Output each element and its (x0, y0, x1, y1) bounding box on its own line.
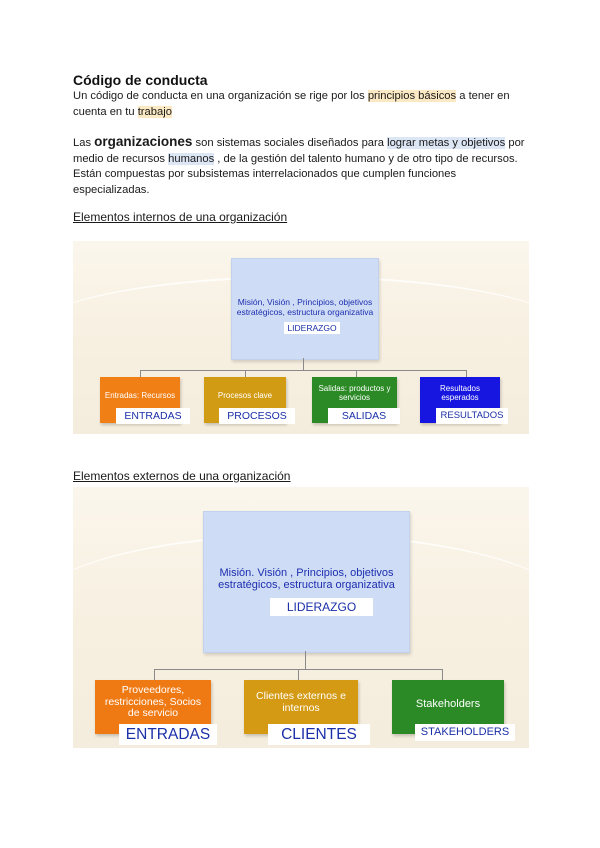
tag-salidas: SALIDAS (328, 408, 400, 424)
internal-child-procesos-text: Procesos clave (217, 391, 273, 400)
p1-highlight-trabajo: trabajo (137, 105, 172, 118)
p2-text-f: medio de recursos (73, 152, 169, 165)
paragraph-intro (73, 89, 510, 120)
document-title: Código de conducta (73, 72, 208, 88)
p1-text-d: cuenta en tu (73, 105, 138, 118)
internal-child-salidas-text: Salidas: productos y servicios (318, 384, 391, 402)
p1-highlight-principios: principios básicos (367, 90, 457, 102)
external-elements-heading: Elementos externos de una organización (73, 469, 291, 483)
internal-elements-diagram (73, 241, 529, 434)
tag-clientes: CLIENTES (268, 724, 370, 745)
p2-bold-organizaciones: organizaciones (94, 134, 193, 149)
external-child-clientes-line1: Clientes externos e (256, 690, 346, 702)
p2-text-a: Las (73, 137, 95, 149)
internal-elements-heading: Elementos internos de una organización (73, 210, 288, 224)
p2-text-c: son sistemas sociales diseñados para (192, 137, 388, 149)
external-top-line2: estratégicos, estructura organizativa (218, 579, 395, 591)
external-liderazgo-tag: LIDERAZGO (270, 598, 373, 616)
internal-top-line1: Misión, Visión , Principios, objetivos (237, 297, 373, 307)
external-top-line1: Misión. Visión , Principios, objetivos (219, 567, 394, 579)
external-child-proveedores-line1: Proveedores, (121, 684, 185, 696)
internal-child-resultados-text: Resultados esperados (439, 384, 481, 402)
external-child-clientes-line2: internos (282, 701, 320, 714)
internal-child-entradas-text: Entradas: Recursos (104, 391, 176, 400)
p1-text-c: a tener en (456, 90, 510, 102)
external-elements-diagram (73, 487, 529, 748)
external-top-box (203, 511, 410, 653)
p2-text-i: Están compuestas por subsistemas interrelacionados que cumplen funciones (73, 168, 457, 180)
external-child-proveedores-line3: de servicio (127, 707, 179, 719)
p2-text-j: especializadas. (73, 183, 150, 196)
tag-resultados: RESULTADOS (436, 408, 508, 424)
tag-entradas: ENTRADAS (116, 408, 190, 424)
p2-text-h: , de la gestión del talento humano y de otro tipo de recursos. (214, 152, 518, 165)
internal-top-box (231, 258, 379, 360)
tag-stakeholders: STAKEHOLDERS (415, 724, 515, 741)
p2-text-e: por (505, 137, 525, 149)
internal-liderazgo-tag: LIDERAZGO (284, 322, 340, 334)
p2-highlight-metas: lograr metas y objetivos (387, 137, 506, 149)
external-child-proveedores-line2: restricciones, Socios (104, 695, 202, 708)
tag-entradas-external: ENTRADAS (119, 724, 217, 745)
internal-top-line2: estratégicos, estructura organizativa (236, 307, 374, 317)
external-child-stakeholders-text: Stakeholders (415, 698, 481, 710)
tag-procesos: PROCESOS (219, 408, 295, 424)
p2-highlight-humanos: humanos (168, 152, 215, 165)
paragraph-organizaciones (73, 134, 525, 198)
p1-text-a: Un código de conducta en una organización se rige por los (73, 90, 368, 102)
